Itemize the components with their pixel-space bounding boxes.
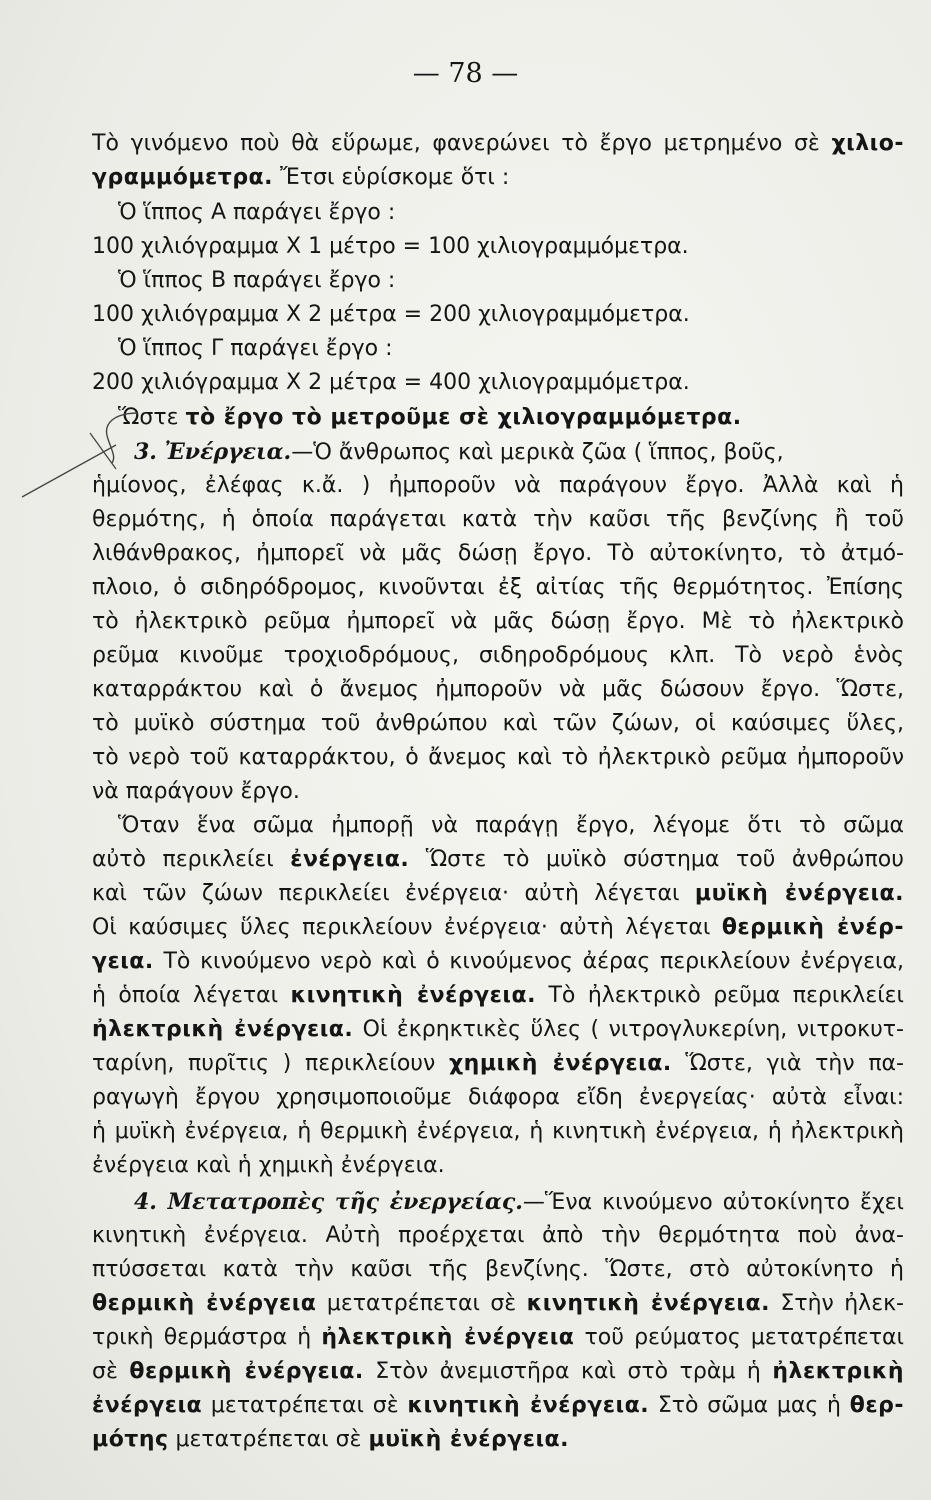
emphasized-text: 4. Μετατροπὲς τῆς ἐνεργείας. <box>134 1189 523 1215</box>
text-line <box>118 333 904 365</box>
emphasized-text: τὸ ἔργο τὸ μετροῦμε σὲ χιλιογραμμόμετρα. <box>185 405 742 430</box>
text-segment: 100 χιλιόγραμμα Χ 2 μέτρα = 200 χιλιογραμμόμετρα. <box>92 302 690 327</box>
text-line <box>92 912 904 944</box>
text-line <box>92 776 904 808</box>
text-segment: νὰ παράγουν ἔργο. <box>92 779 300 804</box>
text-line <box>118 402 904 434</box>
text-segment: καὶ τῶν ζώων περικλείει ἐνέργεια· αὐτὴ λέγεται <box>92 881 695 906</box>
text-line <box>92 1322 904 1354</box>
emphasized-text: 3. Ἐνέργεια. <box>134 439 292 465</box>
text-line <box>92 1356 904 1388</box>
emphasized-text: κινητικὴ ἐνέργεια. <box>407 1393 650 1418</box>
text-line <box>92 231 904 263</box>
text-segment: Ὅταν ἕνα σῶμα ἠμπορῇ νὰ παράγῃ ἔργο, λέγομε ὅτι τὸ σῶμα <box>118 813 904 838</box>
text-segment: μετατρέπεται σὲ <box>168 1427 369 1452</box>
text-line <box>92 1424 904 1456</box>
emphasized-text: μότης <box>92 1427 169 1452</box>
text-line <box>92 128 904 160</box>
text-line <box>92 367 904 399</box>
emphasized-text: ἐνέργεια <box>92 1393 203 1418</box>
text-segment: Τὸ ἠλεκτρικὸ ρεῦμα περικλείει <box>535 983 904 1008</box>
text-segment: ἡ μυϊκὴ ἐνέργεια, ἡ θερμικὴ ἐνέργεια, ἡ κινητικὴ ἐνέργεια, ἡ ἠλεκτρικὴ <box>92 1119 904 1144</box>
text-segment: Ὥστε <box>118 405 186 430</box>
emphasized-text: ἐνέργεια. <box>290 847 410 872</box>
page-number: — 78 — <box>412 58 519 89</box>
text-segment: κινητικὴ ἐνέργεια. Αὐτὴ προέρχεται ἀπὸ τὴν θερμότητα ποὺ ἀνα- <box>92 1223 904 1248</box>
text-line <box>92 946 904 978</box>
text-segment: τὸ νερὸ τοῦ καταρράκτου, ὁ ἄνεμος καὶ τὸ ἠλεκτρικὸ ρεῦμα ἠμποροῦν <box>92 745 904 770</box>
text-segment: ἡμίονος, ἐλέφας κ.ἄ. ) ἠμποροῦν νὰ παράγουν ἔργο. Ἀλλὰ καὶ ἡ <box>92 473 904 498</box>
text-line <box>118 197 904 229</box>
text-segment: Ὥστε, γιὰ τὴν πα- <box>671 1051 904 1076</box>
text-segment: Στὴν ἠλεκ- <box>769 1291 904 1316</box>
text-line <box>92 708 904 740</box>
text-line <box>92 606 904 638</box>
text-segment: Ὁ ἵππος Β παράγει ἔργο : <box>118 268 396 293</box>
emphasized-text: θερμικὴ ἐνέργεια. <box>129 1359 364 1384</box>
emphasized-text: γραμμόμετρα. <box>92 165 274 190</box>
text-line <box>92 1048 904 1080</box>
emphasized-text: μυϊκὴ ἐνέργεια. <box>694 881 904 906</box>
text-segment: Τὸ κινούμενο νερὸ καὶ ὁ κινούμενος ἀέρας περικλείουν ἐνέργεια, <box>153 949 904 974</box>
text-line <box>92 572 904 604</box>
text-segment: τρικὴ θερμάστρα ἡ <box>92 1325 322 1350</box>
text-line <box>92 844 904 876</box>
text-line <box>92 1014 904 1046</box>
text-segment: Ὥστε τὸ μυϊκὸ σύστημα τοῦ ἀνθρώπου <box>409 847 904 872</box>
text-segment: Ὁ ἵππος Γ παράγει ἔργο : <box>118 336 393 361</box>
pencil-annotation-mark <box>20 405 150 515</box>
emphasized-text: ἠλεκτρικὴ <box>772 1359 904 1384</box>
emphasized-text: θερμικὴ ἐνέρ- <box>721 915 904 940</box>
text-segment: ραγωγὴ ἔργου χρησιμοποιοῦμε διάφορα εἴδη ἐνεργείας· αὐτὰ εἶναι: <box>92 1085 904 1110</box>
text-segment: πτύσσεται κατὰ τὴν καῦσι τῆς βενζίνης. Ὥστε, στὸ αὐτοκίνητο ἡ <box>92 1257 904 1282</box>
text-line <box>92 299 904 331</box>
text-segment: ἡ ὁποία λέγεται <box>92 983 291 1008</box>
text-line <box>92 980 904 1012</box>
text-segment: τοῦ ρεύματος μετατρέπεται <box>574 1325 904 1350</box>
text-segment: ἐνέργεια καὶ ἡ χημικὴ ἐνέργεια. <box>92 1153 445 1178</box>
emphasized-text: μυϊκὴ ἐνέργεια. <box>368 1427 570 1452</box>
text-segment: Στὸν ἀνεμιστῆρα καὶ στὸ τρὰμ ἡ <box>363 1359 773 1384</box>
text-line <box>92 162 904 194</box>
text-line <box>92 674 904 706</box>
text-line <box>92 1390 904 1422</box>
text-line <box>92 640 904 672</box>
text-line <box>134 436 904 469</box>
text-segment: καταρράκτου καὶ ὁ ἄνεμος ἠμποροῦν νὰ μᾶς δώσουν ἔργο. Ὥστε, <box>92 677 904 702</box>
emphasized-text: θερμικὴ ἐνέργεια <box>92 1291 317 1316</box>
text-segment: Τὸ γινόμενο ποὺ θὰ εὕρωμε, φανερώνει τὸ ἔργο μετρημένο σὲ <box>92 131 832 156</box>
emphasized-text: ἠλεκτρικὴ ἐνέργεια. <box>92 1017 354 1042</box>
text-line <box>118 265 904 297</box>
text-segment: πλοιο, ὁ σιδηρόδρομος, κινοῦνται ἐξ αἰτίας τῆς θερμότητος. Ἐπίσης <box>92 575 904 600</box>
emphasized-text: κινητικὴ ἐνέργεια. <box>290 983 536 1008</box>
text-segment: τὸ μυϊκὸ σύστημα τοῦ ἀνθρώπου καὶ τῶν ζώων, οἱ καύσιμες ὕλες, <box>92 711 904 736</box>
text-segment: λιθάνθρακος, ἠμπορεῖ νὰ μᾶς δώσῃ ἔργο. Τὸ αὐτοκίνητο, τὸ ἀτμό- <box>92 541 904 566</box>
text-segment: Ὁ ἵππος Α παράγει ἔργο : <box>118 200 396 225</box>
text-line <box>92 470 904 502</box>
text-segment: τὸ ἠλεκτρικὸ ρεῦμα ἠμπορεῖ νὰ μᾶς δώσῃ ἔργο. Μὲ τὸ ἠλεκτρικὸ <box>92 609 904 634</box>
emphasized-text: γεια. <box>92 949 154 974</box>
text-line <box>92 1116 904 1148</box>
text-line <box>92 1150 904 1182</box>
text-line <box>92 538 904 570</box>
text-segment: σὲ <box>92 1359 130 1384</box>
text-line <box>92 1254 904 1286</box>
text-segment: ταρίνη, πυρῖτις ) περικλείουν <box>92 1051 449 1076</box>
text-segment: θερμότης, ἡ ὁποία παράγεται κατὰ τὴν καῦσι τῆς βενζίνης ἢ τοῦ <box>92 507 904 532</box>
text-segment: 200 χιλιόγραμμα Χ 2 μέτρα = 400 χιλιογραμμόμετρα. <box>92 370 690 395</box>
text-segment: μετατρέπεται σὲ <box>202 1393 408 1418</box>
text-segment: αὐτὸ περικλείει <box>92 847 291 872</box>
text-line <box>92 742 904 774</box>
text-segment: —Ἕνα κινούμενο αὐτοκίνητο ἔχει <box>522 1190 904 1215</box>
text-line <box>92 1082 904 1114</box>
emphasized-text: χιλιο- <box>831 131 904 156</box>
emphasized-text: χημικὴ ἐνέργεια. <box>448 1051 672 1076</box>
text-segment: 100 χιλιόγραμμα Χ 1 μέτρο = 100 χιλιογραμμόμετρα. <box>92 234 689 259</box>
emphasized-text: ἠλεκτρικὴ ἐνέργεια <box>321 1325 575 1350</box>
emphasized-text: θερ- <box>849 1393 904 1418</box>
text-segment: Ἔτσι εὑρίσκομε ὅτι : <box>273 165 510 190</box>
text-segment: Στὸ σῶμα μας ἡ <box>649 1393 850 1418</box>
text-segment: Οἱ καύσιμες ὕλες περικλείουν ἐνέργεια· αὐτὴ λέγεται <box>92 915 722 940</box>
text-segment: —Ὁ ἄνθρωπος καὶ μερικὰ ζῶα ( ἵππος, βοῦς, <box>291 440 784 465</box>
text-line <box>92 1288 904 1320</box>
text-line <box>134 1186 904 1219</box>
text-line <box>92 1220 904 1252</box>
text-segment: ρεῦμα κινοῦμε τροχιοδρόμους, σιδηροδρόμους κλπ. Τὸ νερὸ ἑνὸς <box>92 643 904 668</box>
text-segment: Οἱ ἐκρηκτικὲς ὕλες ( νιτρογλυκερίνη, νιτροκυτ- <box>353 1017 904 1042</box>
text-line <box>92 504 904 536</box>
emphasized-text: κινητικὴ ἐνέργεια. <box>526 1291 770 1316</box>
text-segment: μετατρέπεται σὲ <box>316 1291 527 1316</box>
text-line <box>92 878 904 910</box>
text-line <box>118 810 904 842</box>
